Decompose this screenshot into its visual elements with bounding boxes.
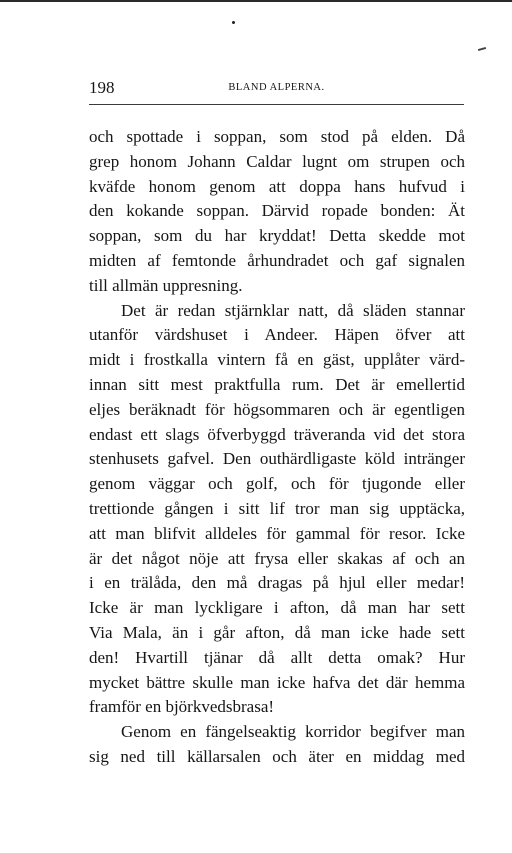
text-line: stenhusets gafvel. Den outhärdligaste köld intränger [89, 449, 465, 469]
text-line: soppan, som du har kryddat! Detta skedde mot [89, 226, 465, 246]
text-line: framför en björkvedsbrasa! [89, 697, 275, 717]
text-line: midten af femtonde århundradet och gaf signalen [89, 250, 465, 270]
text-line: mycket bättre skulle man icke hafva det där hemma [89, 672, 465, 692]
text-line: endast ett slags öfverbyggd träveranda vid det stora [89, 424, 465, 444]
scan-top-border [0, 0, 512, 2]
running-head: BLAND ALPERNA. [228, 82, 325, 93]
text-line: sig ned till källarsalen och äter en middag med [89, 746, 465, 766]
page-header [89, 78, 464, 102]
text-line: trettionde gången i sitt lif tror man sig upptäcka, [89, 498, 465, 518]
text-line: den! Hvartill tjänar då allt detta omak? Hur [89, 647, 465, 667]
text-line: den kokande soppan. Därvid ropade bonden: Ät [89, 201, 465, 221]
text-line: Via Mala, än i går afton, då man icke hade sett [89, 622, 465, 642]
text-line: kväfde honom genom att doppa hans hufvud i [89, 176, 465, 196]
text-line: och spottade i soppan, som stod på elden. Då [89, 127, 465, 146]
text-line: Det är redan stjärnklar natt, då släden stannar [121, 300, 465, 320]
text-line: i en trälåda, den må dragas på hjul eller medar! [89, 573, 465, 593]
text-line: genom väggar och golf, och för tjugonde eller [89, 474, 465, 494]
body-text [89, 125, 465, 770]
text-line: är det något nöje att frysa eller skakas af och an [89, 548, 465, 568]
text-line: midt i frostkalla vintern få en gäst, upplåter värd- [89, 350, 465, 370]
text-line: utanför värdshuset i Andeer. Häpen öfver att [89, 325, 465, 345]
margin-mark [478, 47, 486, 51]
header-rule [89, 104, 464, 105]
page-number: 198 [89, 78, 115, 97]
text-line: Genom en fängelseaktig korridor begifver man [121, 722, 465, 742]
text-line: innan sitt mest praktfulla rum. Det är emellertid [89, 374, 465, 394]
text-line: Icke är man lyckligare i afton, då man har sett [89, 598, 465, 618]
text-line: till allmän uppresning. [89, 275, 243, 295]
text-line: grep honom Johann Caldar lugnt om strupen och [89, 151, 465, 171]
text-line: eljes beräknadt för högsommaren och är egentligen [89, 399, 465, 419]
ink-speck [232, 21, 235, 24]
text-line: att man blifvit alldeles för gammal för resor. Icke [89, 523, 465, 543]
